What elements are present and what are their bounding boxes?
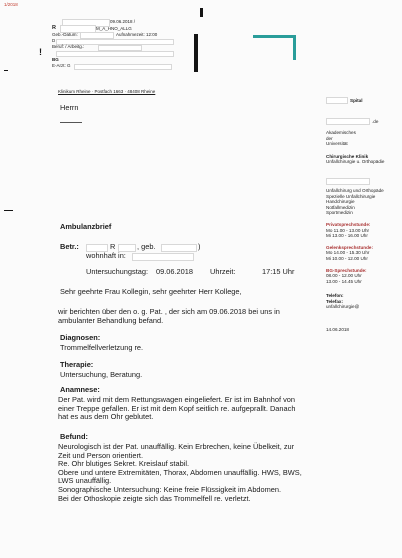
redaction [132, 253, 194, 261]
academic-block [326, 130, 396, 147]
label-code: M_A_HNO_ALLG [96, 26, 132, 31]
email-prefix: unfallchirurgie@ [326, 304, 360, 310]
redaction [326, 178, 370, 185]
redaction [56, 51, 174, 57]
specialty-line: Spezielle Unfallchirurgie [326, 193, 376, 199]
joint-hours-line: Mo 14.00 - 15.30 Uhr [326, 250, 370, 256]
label-bg: BG [52, 57, 59, 62]
specialty-line: Unfallchirurg und Orthopäde [326, 187, 384, 193]
exam-day-label: Untersuchungstag: [86, 267, 149, 276]
findings-line: Sonographische Untersuchung: Keine freie Flüssigkeit im Abdomen. [58, 484, 282, 494]
private-hours [326, 222, 396, 239]
private-hours-line: Mo 11.00 - 13.00 Uhr [326, 227, 370, 233]
recipient-line [60, 122, 82, 123]
therapy-label: Therapie: [60, 360, 94, 369]
subject-geb: , geb. [137, 242, 156, 251]
redaction [80, 32, 114, 39]
anamnesis-paragraph [58, 396, 320, 422]
findings-line: Bei der Othoskopie zeigte sich das Trommelfell re. verletzt. [58, 493, 251, 503]
findings-line: Zeit und Person orientiert. [58, 450, 144, 460]
bg-hours [326, 268, 396, 285]
findings-label: Befund: [60, 432, 88, 441]
department-block [326, 154, 396, 165]
hospital-label: Spital [350, 97, 363, 103]
therapy: Untersuchung, Beratung. [60, 370, 143, 379]
bg-hours-line: 08.00 - 12.00 Uhr [326, 273, 362, 279]
redaction [326, 118, 370, 125]
specialty-line: Notfallmedizin [326, 204, 355, 210]
diagnoses-label: Diagnosen: [60, 333, 101, 342]
findings-line: Obere und untere Extremitäten, Thorax, Abdomen unauffällig. HWS, BWS, [58, 467, 302, 477]
recipient-salutation: Herrn [60, 103, 79, 112]
joint-hours [326, 245, 396, 262]
letter-date: 14.06.2018 [326, 327, 349, 333]
fold-mark [4, 70, 8, 71]
intro-paragraph [58, 308, 320, 325]
findings-line: LWS unauffällig. [58, 476, 112, 486]
joint-hours-line: Mi 10.00 - 12.00 Uhr [326, 255, 368, 261]
exam-time-label: Uhrzeit: [210, 267, 236, 276]
fold-mark [4, 210, 13, 211]
label-earzt: E-Arzt: G [52, 63, 71, 68]
page-stamp: 1/2018 [4, 2, 18, 7]
specialty-line: Sportmedizin [326, 210, 353, 216]
exam-time: 17:15 Uhr [262, 267, 295, 276]
private-hours-line: Mi 13.00 - 16.00 Uhr [326, 233, 368, 239]
label-aufnahme: Aufnahmezeit: 12:00 [116, 32, 158, 37]
label-r: R [52, 25, 56, 31]
exam-day: 09.06.2018 [156, 267, 193, 276]
specialty-block [326, 188, 396, 216]
sender-line: Klinikum Rheine · Postfach 1663 · 48408 Rheine [58, 89, 156, 94]
findings-line: Re. Ohr blutiges Sekret. Kreislauf stabil. [58, 459, 190, 469]
anamnesis-line: Der Pat. wird mit dem Rettungswagen eingeliefert. Er ist im Bahnhof von [58, 395, 296, 404]
letterhead-sidebar [326, 97, 396, 333]
subject-wohnhaft: wohnhaft in: [86, 251, 126, 260]
greeting: Sehr geehrte Frau Kollegin, sehr geehrter Herr Kollege, [60, 287, 242, 296]
label-geb: Geb.-Datum: [52, 32, 78, 37]
specialty-line: Handchirurgie [326, 199, 355, 205]
label-date: 09.06.2018 / [110, 19, 136, 24]
intro-line: ambulanter Behandlung befand. [58, 315, 164, 325]
scan-bar [194, 34, 198, 72]
redaction [74, 64, 172, 70]
anamnesis-line: hat es aus dem Ohr geblutet. [58, 412, 154, 422]
subject-label: Betr.: [60, 242, 79, 251]
academic-line: der [326, 135, 333, 141]
hospital-name [326, 97, 396, 104]
bg-hours-line: 13.00 - 14.45 Uhr [326, 278, 362, 284]
subject-r: R [110, 242, 116, 251]
anamnesis-label: Anamnese: [60, 385, 100, 394]
private-hours-head: Privatsprechstunde: [326, 221, 371, 227]
label-beruf: Beruf: / Arbeitg.: [52, 44, 85, 49]
website-suffix: .de [372, 118, 379, 124]
academic-line: Akademisches [326, 130, 356, 135]
redaction [161, 244, 197, 252]
scan-mark [200, 8, 203, 17]
exclamation-mark: ! [39, 47, 42, 57]
contact-block [326, 293, 396, 310]
department-line: Unfallchirurgie u. Orthopädie [326, 159, 385, 165]
department-line: Chirurgische Klinik [326, 153, 369, 159]
findings-paragraph [58, 443, 320, 503]
findings-line: Neurologisch ist der Pat. unauffällig. Kein Erbrechen, keine Übelkeit, zur [58, 442, 295, 451]
website [326, 118, 396, 125]
phone-label: Telefon: [326, 293, 344, 299]
subject-close: ) [198, 242, 201, 251]
diagnoses: Trommelfellverletzung re. [60, 343, 144, 352]
anamnesis-line: einer Treppe gefallen. Er ist mit dem Kopf seitlich re. aufgeprallt. Danach [58, 403, 296, 413]
joint-hours-head: Gelenksprechstunde: [326, 244, 373, 250]
letter-title: Ambulanzbrief [60, 222, 112, 231]
redaction [326, 97, 348, 104]
academic-line: Universität [326, 141, 348, 147]
fax-label: Telefax: [326, 298, 344, 304]
label-d: D [52, 38, 56, 43]
bg-hours-head: BG-Sprechstunde: [326, 267, 367, 273]
intro-line: wir berichten über den o. g. Pat. , der sich am 09.06.2018 bei uns in [58, 307, 280, 316]
teal-corner-mark [253, 35, 296, 60]
